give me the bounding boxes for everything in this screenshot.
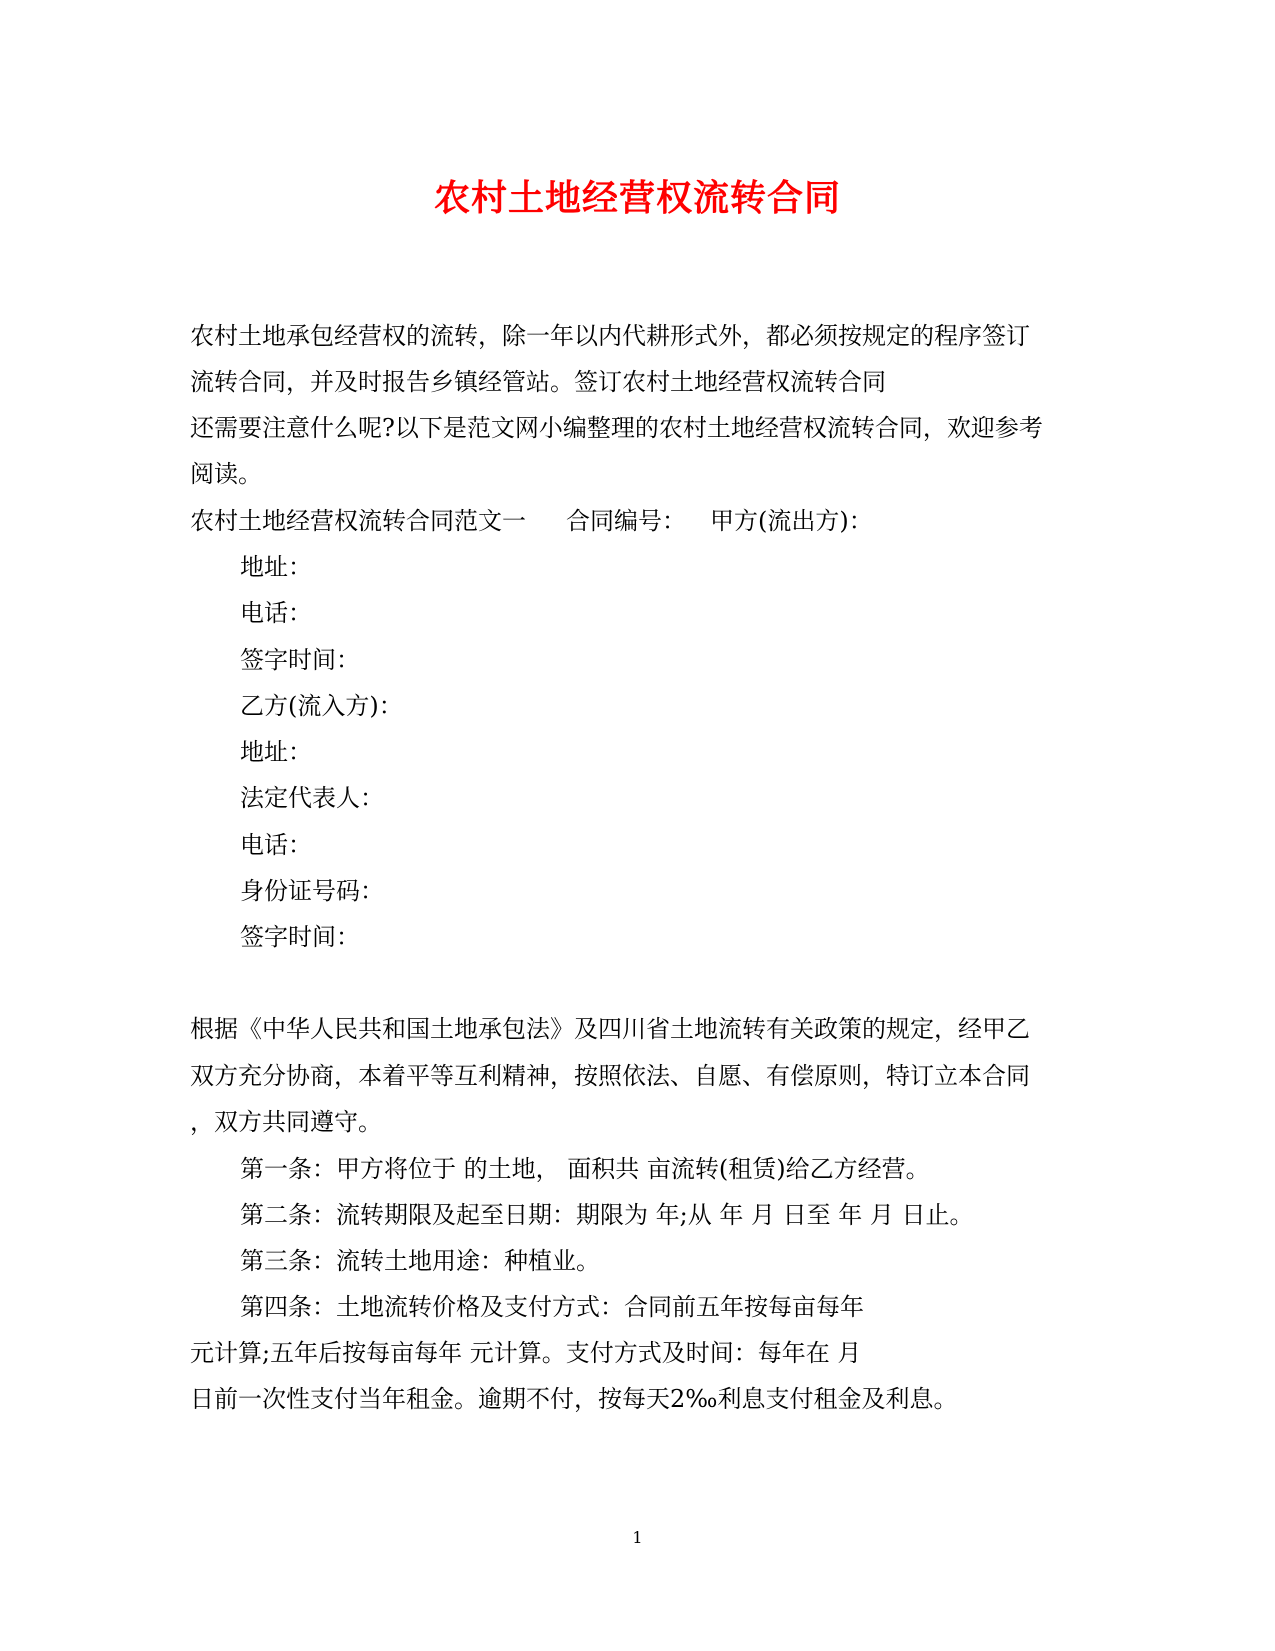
party-field: 乙方(流入方)： <box>240 692 403 720</box>
party-field: 地址： <box>240 553 312 581</box>
article-4-continuation: 元计算;五年后按每亩每年 元计算。支付方式及时间：每年在 月 <box>190 1339 862 1367</box>
contract-header <box>190 505 873 537</box>
preamble-line: 根据《中华人民共和国土地承包法》及四川省土地流转有关政策的规定，经甲乙 <box>190 1015 1030 1043</box>
article-2: 第二条：流转期限及起至日期：期限为 年;从 年 月 日至 年 月 日止。 <box>240 1201 974 1229</box>
intro-line: 流转合同，并及时报告乡镇经管站。签订农村土地经营权流转合同 <box>190 368 886 396</box>
page-title: 农村土地经营权流转合同 <box>433 177 841 219</box>
preamble-line: ，双方共同遵守。 <box>190 1108 382 1136</box>
party-field: 签字时间： <box>240 646 360 674</box>
article-4: 第四条：土地流转价格及支付方式：合同前五年按每亩每年 <box>240 1293 864 1321</box>
page-number: 1 <box>632 1528 643 1547</box>
intro-line: 还需要注意什么呢?以下是范文网小编整理的农村土地经营权流转合同，欢迎参考 <box>190 414 1043 442</box>
intro-line: 阅读。 <box>190 460 262 488</box>
party-field: 电话： <box>240 831 312 859</box>
party-field: 签字时间： <box>240 923 360 951</box>
contract-title: 农村土地经营权流转合同范文一 <box>190 507 526 535</box>
party-field: 身份证号码： <box>240 877 384 905</box>
party-field: 电话： <box>240 599 312 627</box>
preamble-line: 双方充分协商，本着平等互利精神，按照依法、自愿、有偿原则，特订立本合同 <box>190 1062 1030 1090</box>
party-field: 地址： <box>240 738 312 766</box>
party-field: 法定代表人： <box>240 784 384 812</box>
intro-line: 农村土地承包经营权的流转，除一年以内代耕形式外，都必须按规定的程序签订 <box>190 322 1030 350</box>
contract-number-label: 合同编号： <box>566 507 686 535</box>
article-3: 第三条：流转土地用途：种植业。 <box>240 1247 600 1275</box>
article-4-continuation: 日前一次性支付当年租金。逾期不付，按每天2‰利息支付租金及利息。 <box>190 1385 958 1413</box>
party-a-label: 甲方(流出方)： <box>710 507 873 535</box>
article-1: 第一条：甲方将位于 的土地， 面积共 亩流转(租赁)给乙方经营。 <box>240 1155 930 1183</box>
